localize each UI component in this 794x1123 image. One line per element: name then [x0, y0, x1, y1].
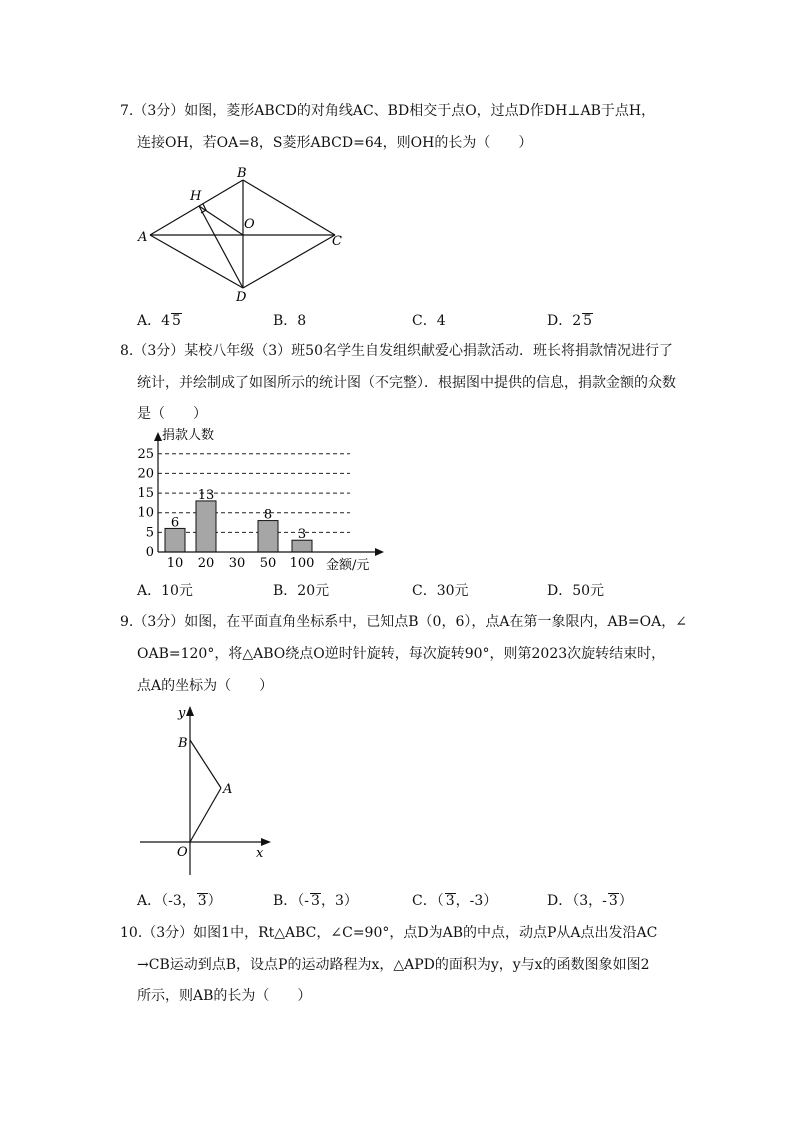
q9-option-c-root: 3: [445, 893, 455, 909]
y-axis-title: 捐款人数: [162, 428, 215, 443]
q8-option-c[interactable]: C．30元: [412, 583, 469, 599]
q10-line3: 所示，则AB的长为（ ）: [137, 988, 312, 1004]
q7-line1: 7.（3分）如图，菱形ABCD的对角线AC、BD相交于点O，过点D作DH⊥AB于点H，: [120, 103, 656, 119]
label-y: y: [178, 706, 186, 721]
q7-option-d-root: 5: [583, 313, 593, 329]
q9-coordinate-figure: [135, 700, 285, 880]
q9-option-b-root: 3: [311, 893, 320, 909]
x-tick-label-100: 100: [289, 556, 315, 571]
q9-line1: 9.（3分）如图，在平面直角坐标系中，已知点B（0，6），点A在第一象限内，AB=OA，∠: [120, 614, 687, 630]
q9-option-a-root: 3: [197, 893, 207, 909]
q7-option-c[interactable]: C．4: [412, 313, 446, 329]
q8-bar-chart: [128, 426, 388, 576]
q7-line2: 连接OH，若OA=8，S菱形ABCD=64，则OH的长为（ ）: [137, 135, 533, 151]
q8-line1: 8.（3分）某校八年级（3）班50名学生自发组织献爱心捐款活动．班长将捐款情况进行了: [120, 343, 673, 359]
y-tick-label: 20: [137, 466, 154, 482]
label-O: O: [244, 217, 255, 232]
q9-option-a-pre: A．（-3，: [137, 893, 196, 909]
x-axis-arrow: [261, 838, 271, 846]
q9-option-b-suf: ，3）: [320, 893, 358, 909]
label-C: C: [332, 234, 342, 249]
label-x: x: [256, 846, 264, 861]
q9-option-d[interactable]: [547, 891, 633, 911]
q8-option-d[interactable]: D．50元: [547, 583, 605, 599]
q7-option-d-text: D．2: [547, 313, 582, 329]
q9-option-c-pre: C．（: [412, 893, 444, 909]
data-label-20: 13: [197, 487, 215, 503]
label-A: A: [138, 230, 148, 245]
label-O: O: [177, 845, 188, 860]
q7-option-a-text: A．4: [137, 313, 171, 329]
q9-option-a[interactable]: [137, 891, 222, 911]
label-B: B: [178, 736, 188, 751]
data-label-100: 3: [297, 527, 307, 543]
q9-option-b-pre: B．（-: [273, 893, 310, 909]
q9-option-b[interactable]: [273, 891, 358, 911]
q9-option-d-root: 3: [608, 893, 618, 909]
y-tick-label: 25: [137, 446, 154, 462]
label-B: B: [237, 166, 247, 181]
x-axis-title: 金额/元: [326, 558, 370, 573]
y-axis-arrow: [154, 432, 162, 441]
q9-option-c[interactable]: [412, 891, 497, 911]
q10-line1: 10.（3分）如图1中，Rt△ABC，∠C=90°，点D为AB的中点，动点P从A点出发沿AC: [120, 925, 658, 941]
label-D: D: [236, 290, 247, 305]
q9-option-d-pre: D．（3，-: [547, 893, 607, 909]
bar-20: [196, 501, 216, 552]
data-label-10: 6: [170, 515, 180, 531]
q9-line2: OAB=120°，将△ABO绕点O逆时针旋转，每次旋转90°，则第2023次旋转结束时，: [137, 646, 666, 662]
q9-option-a-suf: ）: [207, 893, 222, 909]
q8-option-b[interactable]: B．20元: [273, 583, 330, 599]
q9-option-d-suf: ）: [618, 893, 633, 909]
q10-line2: →CB运动到点B，设点P的运动路程为x，△APD的面积为y，y与x的函数图象如图2: [137, 957, 650, 973]
q8-line2: 统计，并绘制成了如图所示的统计图（不完整）．根据图中提供的信息，捐款金额的众数: [137, 375, 676, 391]
label-H: H: [190, 189, 202, 204]
x-tick-label-50: 50: [259, 556, 277, 571]
x-tick-label-10: 10: [166, 556, 184, 571]
q9-line3: 点A的坐标为（ ）: [137, 678, 274, 694]
q7-option-b[interactable]: B．8: [273, 313, 307, 329]
bar-10: [165, 528, 185, 552]
bar-50: [258, 521, 278, 552]
label-A: A: [223, 782, 233, 797]
y-tick-label: 0: [145, 545, 154, 560]
q9-option-c-suf: ，-3）: [455, 893, 498, 909]
q7-rhombus-figure: [130, 160, 360, 305]
q8-line3: 是（ ）: [137, 406, 207, 422]
q8-option-a[interactable]: A．10元: [137, 583, 193, 599]
x-tick-label-20: 20: [197, 556, 215, 571]
y-tick-label: 15: [137, 486, 154, 502]
q7-option-a[interactable]: [137, 311, 182, 331]
q7-option-a-root: 5: [172, 313, 181, 329]
y-tick-label: 10: [137, 505, 154, 521]
q7-option-d[interactable]: [547, 311, 593, 331]
data-label-50: 8: [263, 507, 273, 523]
y-axis-arrow: [186, 706, 194, 716]
x-axis-arrow: [375, 548, 384, 556]
x-tick-label-30: 30: [228, 556, 246, 571]
y-tick-label: 5: [145, 525, 154, 541]
